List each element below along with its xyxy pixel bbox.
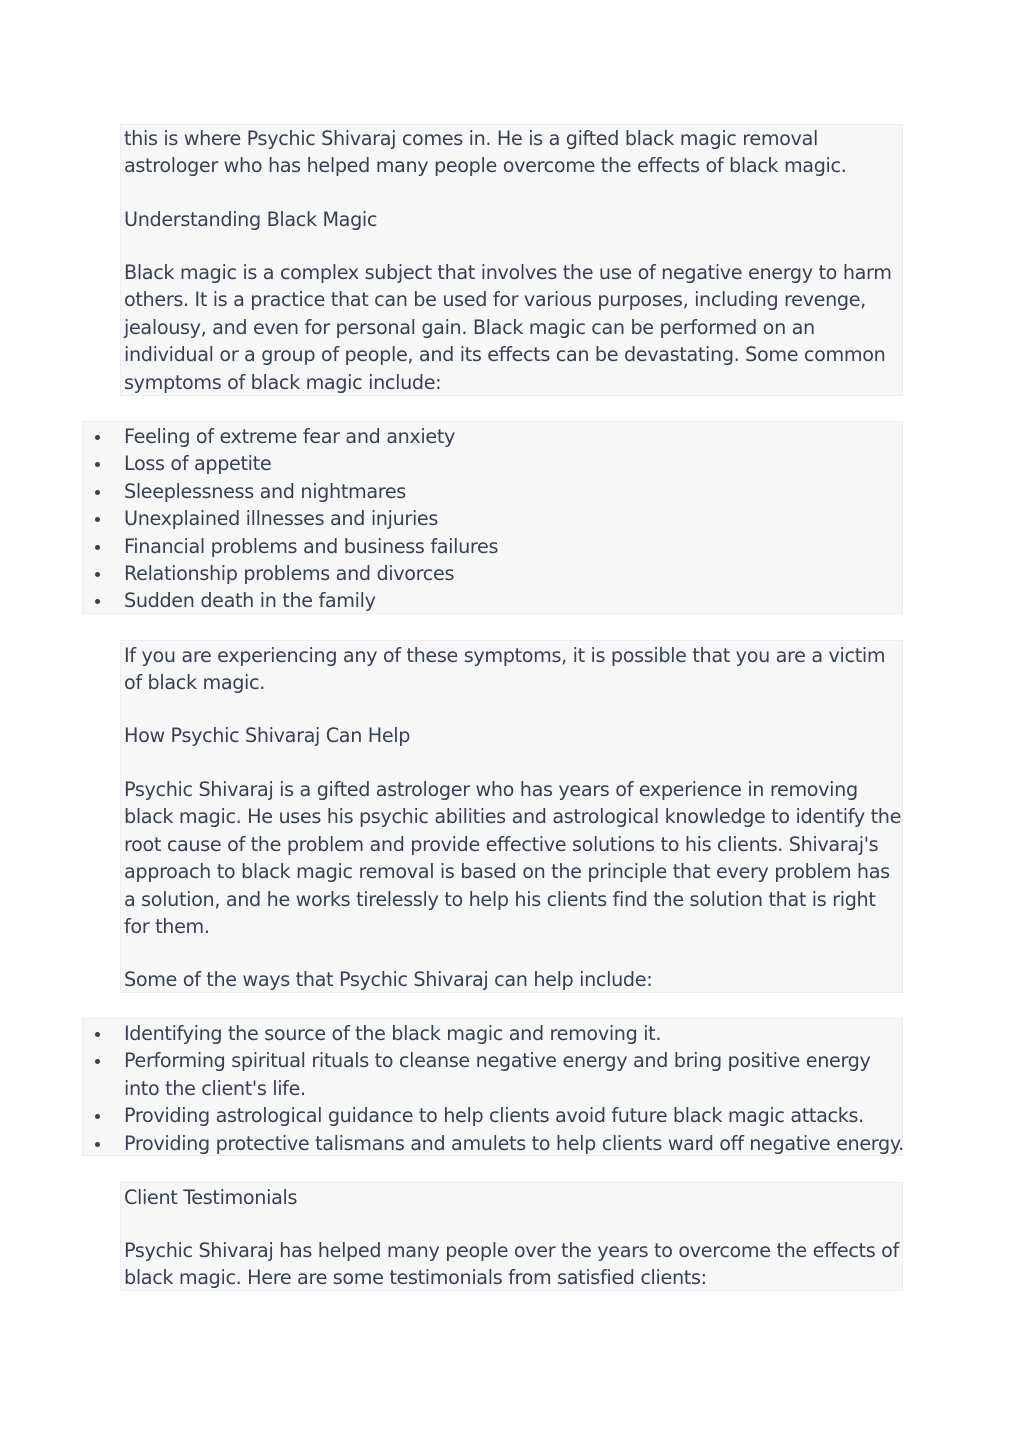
heading-client-testimonials: Client Testimonials bbox=[124, 1186, 298, 1209]
list-item: Sudden death in the family bbox=[124, 587, 904, 614]
testimonials-intro: Psychic Shivaraj has helped many people over the years to overcome the effects of black magic. Here are some testimonials from satisfied clients: bbox=[124, 1239, 899, 1290]
list-item: Financial problems and business failures bbox=[124, 533, 904, 560]
help-lead-paragraph: Some of the ways that Psychic Shivaraj can help include: bbox=[124, 968, 653, 991]
heading-understanding-black-magic: Understanding Black Magic bbox=[124, 208, 378, 231]
symptoms-list bbox=[124, 423, 904, 615]
list-item: Performing spiritual rituals to cleanse negative energy and bring positive energy into the client's life. bbox=[124, 1047, 904, 1102]
list-item: Loss of appetite bbox=[124, 450, 904, 477]
shivaraj-description: Psychic Shivaraj is a gifted astrologer who has years of experience in removing black magic. He uses his psychic abilities and astrological knowledge to identify the root cause of the problem and provide effective solutions to his clients. Shivaraj's approach to black magic removal is based on the principle that every problem has a solution, and he works tirelessly to help his clients find the solution that is right for them. bbox=[124, 778, 902, 939]
list-item: Sleeplessness and nightmares bbox=[124, 478, 904, 505]
list-item: Providing protective talismans and amulets to help clients ward off negative energy. bbox=[124, 1130, 904, 1157]
list-item: Identifying the source of the black magic and removing it. bbox=[124, 1020, 904, 1047]
black-magic-description: Black magic is a complex subject that involves the use of negative energy to harm others. It is a practice that can be used for various purposes, including revenge, jealousy, and even for personal gain. Black magic can be performed on an individual or a group of people, and its effects can be devastating. Some common symptoms of black magic include: bbox=[124, 261, 892, 394]
victim-paragraph: If you are experiencing any of these symptoms, it is possible that you are a victim of black magic. bbox=[124, 644, 886, 695]
heading-how-shivaraj-can-help: How Psychic Shivaraj Can Help bbox=[124, 724, 411, 747]
intro-paragraph: this is where Psychic Shivaraj comes in. He is a gifted black magic removal astrologer who has helped many people overcome the effects of black magic. bbox=[124, 127, 847, 178]
list-item: Unexplained illnesses and injuries bbox=[124, 505, 904, 532]
list-item: Feeling of extreme fear and anxiety bbox=[124, 423, 904, 450]
list-item: Relationship problems and divorces bbox=[124, 560, 904, 587]
help-ways-list bbox=[124, 1020, 904, 1157]
list-item: Providing astrological guidance to help clients avoid future black magic attacks. bbox=[124, 1102, 904, 1129]
